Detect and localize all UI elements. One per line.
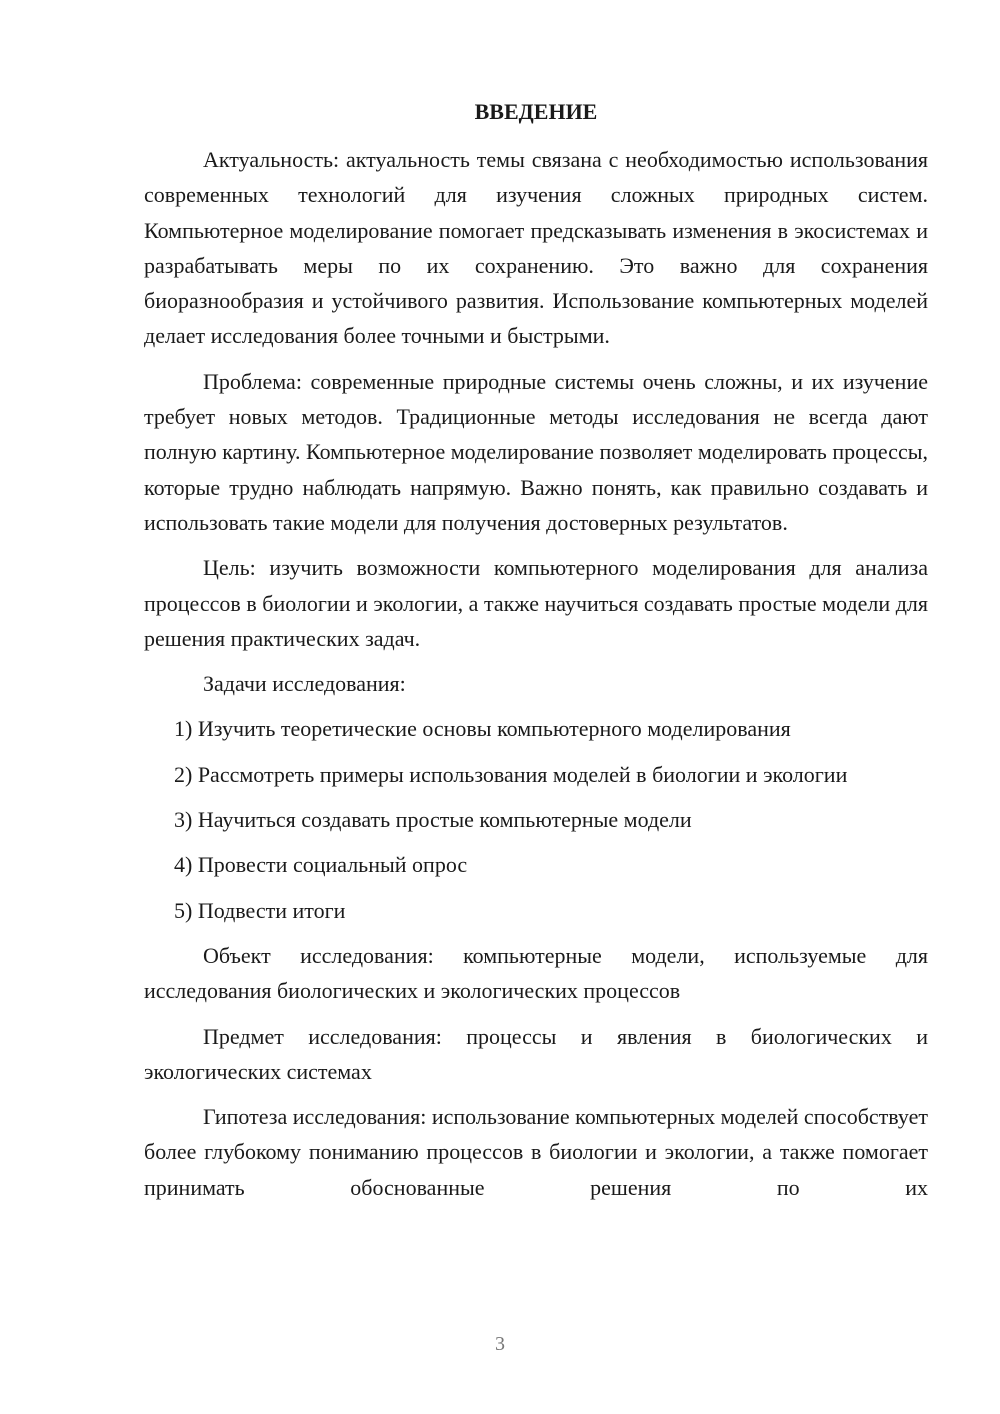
relevance-paragraph: Актуальность: актуальность темы связана с необходимостью использования современных технологий для изучения сложных природных систем. Компьютерное моделирование помогает предсказывать изменения в экосистемах и разрабатывать меры по их сохранению. Это важно для сохранения биоразнообразия и устойчивого развития. Использование компьютерных моделей делает исследования более точными и быстрыми. (144, 147, 928, 349)
hypothesis-paragraph: Гипотеза исследования: использование компьютерных моделей способствует более глубокому пониманию процессов в биологии и экологии, а также помогает принимать обоснованные решения по их (144, 1104, 928, 1200)
problem-paragraph: Проблема: современные природные системы очень сложны, и их изучение требует новых методов. Традиционные методы исследования не всегда дают полную картину. Компьютерное моделирование позволяет моделировать процессы, которые трудно наблюдать напрямую. Важно понять, как правильно создавать и использовать такие модели для получения достоверных результатов. (144, 368, 928, 535)
tasks-title: Задачи исследования: (203, 671, 406, 697)
section-heading: ВВЕДЕНИЕ (474, 99, 598, 124)
goal-paragraph: Цель: изучить возможности компьютерного моделирования для анализа процессов в биологии и экологии, а также научиться создавать простые модели для решения практических задач. (144, 555, 928, 651)
object-paragraph: Объект исследования: компьютерные модели, используемые для исследования биологических и экологических процессов (144, 942, 928, 1004)
task-item: 3) Научиться создавать простые компьютерные модели (174, 807, 692, 833)
page-number: 3 (495, 1333, 505, 1355)
task-item: 5) Подвести итоги (174, 897, 346, 923)
task-item: 2) Рассмотреть примеры использования моделей в биологии и экологии (174, 761, 848, 787)
task-item: 4) Провести социальный опрос (174, 852, 468, 878)
subject-paragraph: Предмет исследования: процессы и явления в биологических и экологических системах (144, 1023, 928, 1084)
task-item: 1) Изучить теоретические основы компьютерного моделирования (174, 716, 791, 742)
page-content (144, 94, 928, 1205)
